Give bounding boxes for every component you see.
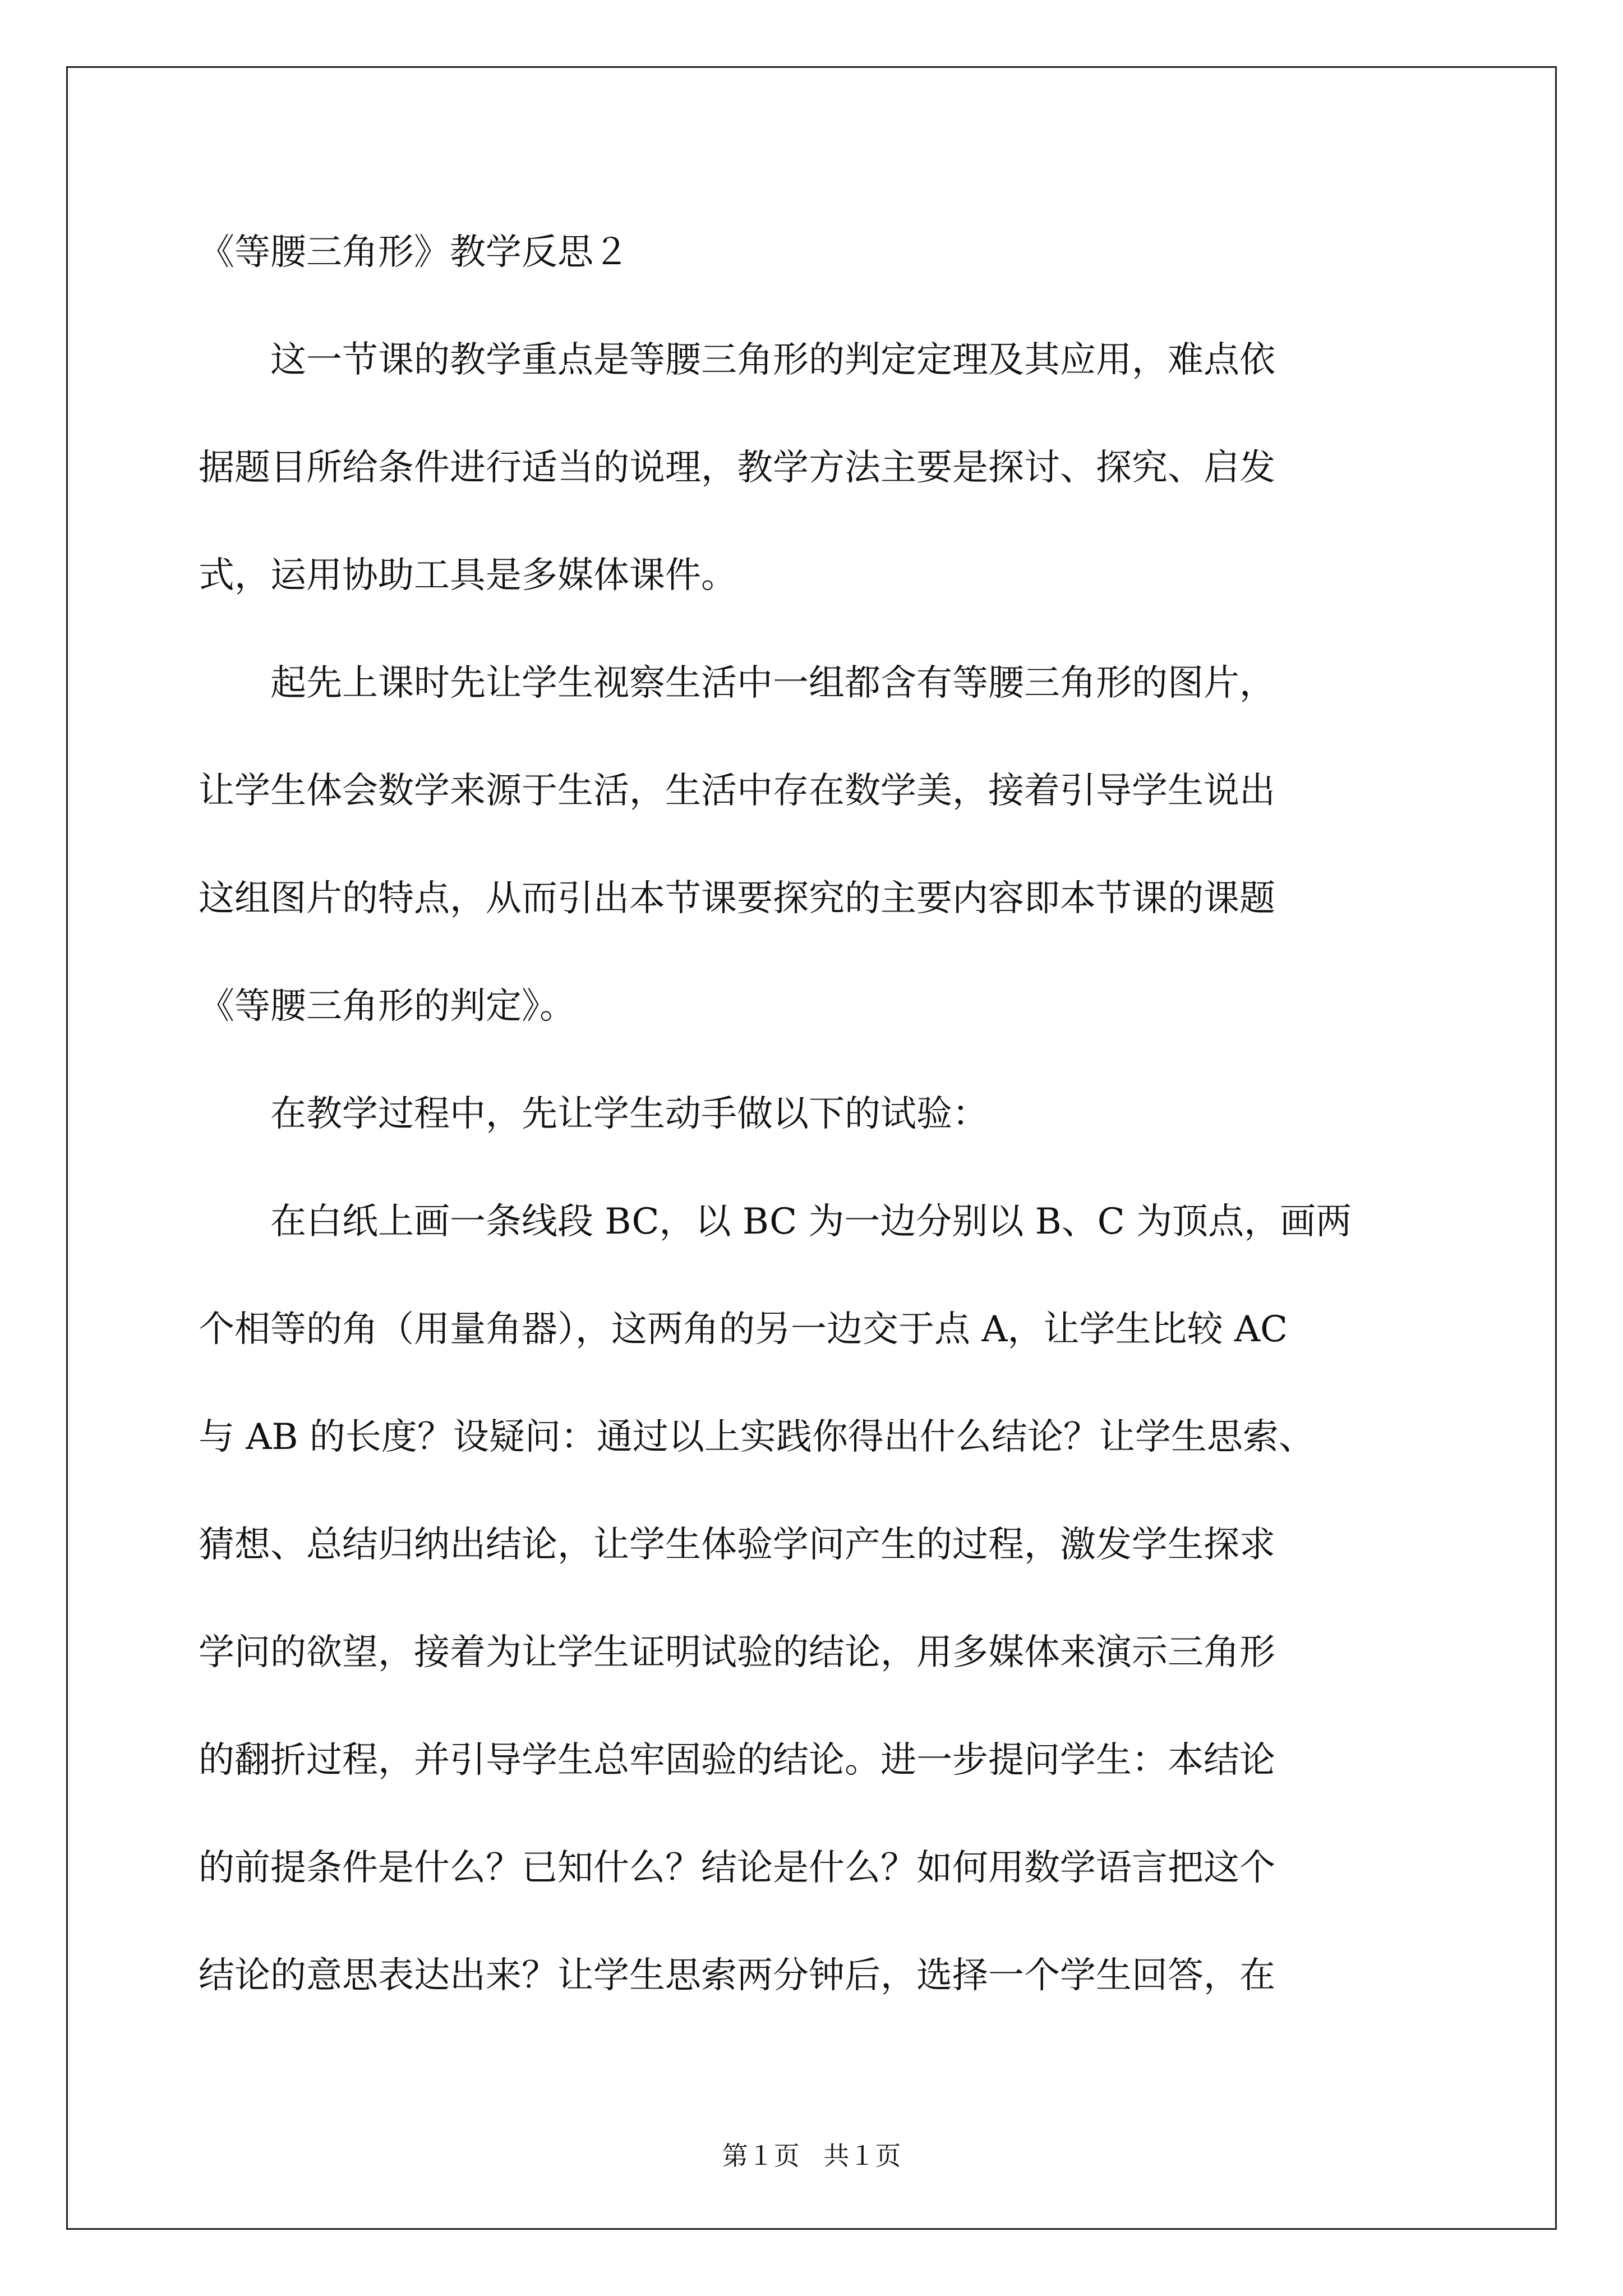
text-line: 的前提条件是什么？已知什么？结论是什么？如何用数学语言把这个 <box>199 1847 1275 1889</box>
text-line: 起先上课时先让学生视察生活中一组都含有等腰三角形的图片， <box>199 662 1275 704</box>
text-line: 在白纸上画一条线段 BC，以 BC 为一边分别以 B、C 为顶点，画两 <box>199 1201 1352 1243</box>
page-number: 第１页 <box>722 2141 800 2171</box>
text-line: 据题目所给条件进行适当的说理，教学方法主要是探讨、探究、启发 <box>199 447 1275 489</box>
page-footer <box>0 2143 1623 2169</box>
page-border <box>66 66 1557 2230</box>
text-line: 让学生体会数学来源于生活，生活中存在数学美，接着引导学生说出 <box>199 770 1275 812</box>
text-line: 在教学过程中，先让学生动手做以下的试验： <box>199 1093 988 1135</box>
text-line: 个相等的角（用量角器），这两角的另一边交于点 A，让学生比较 AC <box>199 1309 1288 1350</box>
document-title: 《等腰三角形》教学反思２ <box>199 232 629 273</box>
text-line: 与 AB 的长度？设疑问：通过以上实践你得出什么结论？让学生思索、 <box>199 1416 1315 1458</box>
text-line: 猜想、总结归纳出结论，让学生体验学问产生的过程，激发学生探求 <box>199 1524 1275 1566</box>
text-line: 式，运用协助工具是多媒体课件。 <box>199 555 737 596</box>
text-line: 学问的欲望，接着为让学生证明试验的结论，用多媒体来演示三角形 <box>199 1632 1275 1673</box>
text-line: 这组图片的特点，从而引出本节课要探究的主要内容即本节课的课题 <box>199 878 1275 919</box>
text-line: 的翻折过程，并引导学生总牢固验的结论。进一步提问学生：本结论 <box>199 1740 1275 1781</box>
page-total: 共１页 <box>823 2141 901 2171</box>
text-line: 《等腰三角形的判定》。 <box>199 986 575 1027</box>
text-line: 结论的意思表达出来？让学生思索两分钟后，选择一个学生回答，在 <box>199 1955 1275 1996</box>
text-line: 这一节课的教学重点是等腰三角形的判定定理及其应用，难点依 <box>199 339 1275 381</box>
